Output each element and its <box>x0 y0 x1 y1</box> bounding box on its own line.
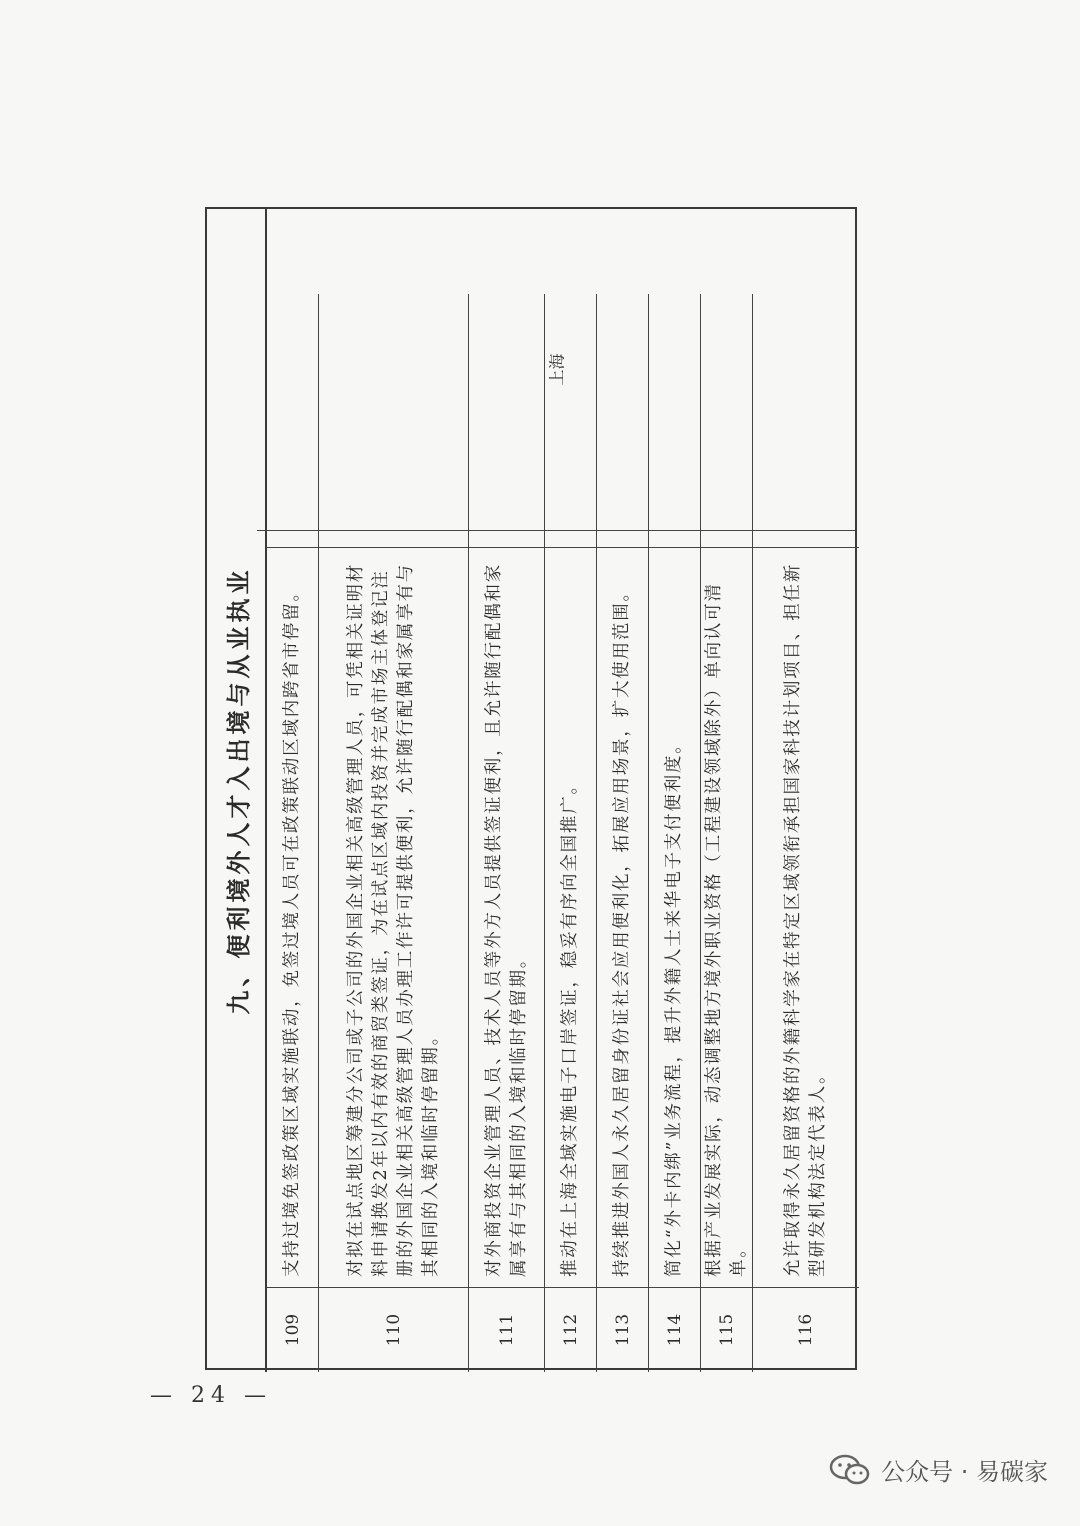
region-label: 上海 <box>547 353 567 386</box>
wechat-icon <box>829 1453 871 1487</box>
row-text: 对外商投资企业管理人员、技术人员等外方人员提供签证便利，且允许随行配偶和家属享有与其相同的入境和临时停留期。 <box>469 547 544 1287</box>
row-text: 允许取得永久居留资格的外籍科学家在特定区域领衔承担国家科技计划项目、担任新型研发机构法定代表人。 <box>753 547 859 1287</box>
section-title: 九、便利境外人才入出境与从业执业 <box>207 209 267 1372</box>
row-number: 111 <box>469 1287 544 1372</box>
row-text: 简化“外卡内绑”业务流程，提升外籍人士来华电子支付便利度。 <box>649 547 700 1287</box>
page-number: — 24 — <box>150 1383 272 1408</box>
row-text: 对拟在试点地区筹建分公司或子公司的外国企业相关高级管理人员，可凭相关证明材料申请换发2年以内有效的商贸类签证，为在试点区域内投资并完成市场主体登记注册的外国企业相关高级管理人员办理工作许可提供便利，允许随行配偶和家属享有与其相同的入境和临时停留期。 <box>319 547 468 1287</box>
row-text: 支持过境免签政策区域实施联动，免签过境人员可在政策联动区域内跨省市停留。 <box>267 547 318 1287</box>
row-number: 114 <box>649 1287 700 1372</box>
row-number: 113 <box>597 1287 648 1372</box>
row-text: 根据产业发展实际，动态调整地方境外职业资格（工程建设领域除外）单向认可清单。 <box>701 547 752 1287</box>
row-number: 110 <box>319 1287 468 1372</box>
row-number: 109 <box>267 1287 318 1372</box>
row-number: 116 <box>753 1287 859 1372</box>
region-cell <box>257 209 855 531</box>
row-text: 持续推进外国人永久居留身份证社会应用便利化，拓展应用场景，扩大使用范围。 <box>597 547 648 1287</box>
watermark-text: 公众号 · 易碳家 <box>881 1458 1048 1486</box>
row-number: 115 <box>701 1287 752 1372</box>
row-text: 推动在上海全域实施电子口岸签证，稳妥有序向全国推广。 <box>545 547 596 1287</box>
watermark <box>829 1452 1048 1487</box>
row-number: 112 <box>545 1287 596 1372</box>
policy-table <box>205 207 857 1370</box>
